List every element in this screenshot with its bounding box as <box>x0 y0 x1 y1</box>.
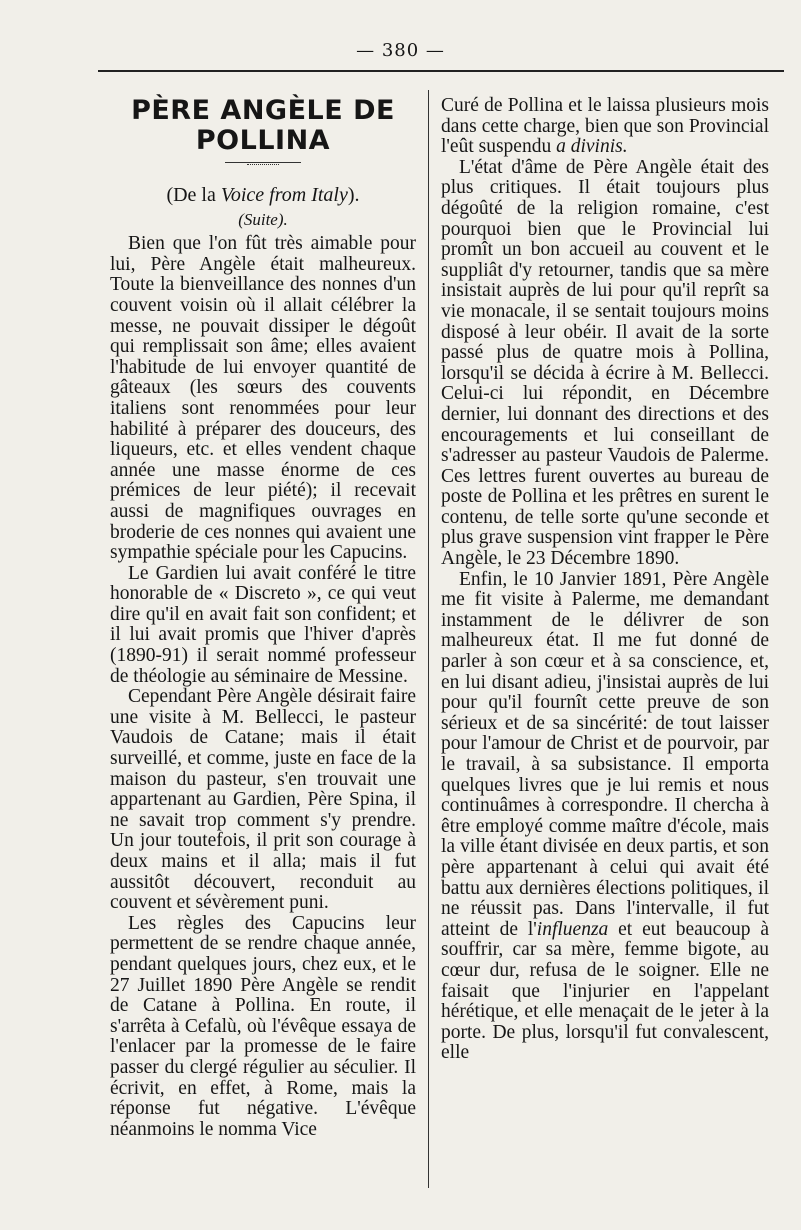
paragraph: Bien que l'on fût très aimable pour lui, Père Angèle était malheureux. Toute la bienveillance des nonnes d'un couvent voisin où il allait célébrer la messe, ne pouvait dissiper le dégoût qui remplissait son âme; elles avaient l'habitude de lui envoyer quantité de gâteaux (les sœurs des couvents italiens sont renommées pour leur habilité à préparer des douceurs, des liqueurs, etc. et elles vendent chaque année une masse énorme de ces prémices de leur piété); il recevait aussi de magnifiques ouvrages en broderie de ces nonnes qui avaient une sympathie spéciale pour les Capucins. <box>110 233 416 564</box>
paragraph-continued <box>441 96 769 158</box>
continued-text: Curé de Pollina et le laissa plusieurs mois dans cette charge, bien que son Provincial l'eût suspendu <box>441 95 769 158</box>
article-suite: (Suite). <box>238 209 288 229</box>
last-italic: influenza <box>536 918 609 940</box>
source-title: Voice from Italy <box>220 184 348 206</box>
source-suffix: ). <box>347 184 360 206</box>
page-number: — 380 — <box>356 40 445 61</box>
paragraph: L'état d'âme de Père Angèle était des plus critiques. Il était toujours plus dégoûté de la religion romaine, c'est pourquoi bien que le Provincial lui promît un bon accueil au couvent et le suppliât d'y retourner, tandis que sa mère insistait auprès de lui pour qu'il reprît sa vie monacale, il se sentait toujours moins disposé à leur obéir. Il avait de la sorte passé plus de quatre mois à Pollina, lorsqu'il se décida à écrire à M. Bellecci. Celui-ci lui répondit, en Décembre dernier, lui donnant des directions et des encouragements et lui conseillant de s'adresser au pasteur Vaudois de Palerme. Ces lettres furent ouvertes au bureau de poste de Pollina et les prêtres en surent le contenu, de telle sorte qu'une seconde et plus grave suspension vint frapper le Père Angèle, le 23 Décembre 1890. <box>441 156 769 570</box>
title-ornament <box>225 162 301 167</box>
paragraph: Cependant Père Angèle désirait faire une visite à M. Bellecci, le pasteur Vaudois de Catane; mais il était surveillé, et comme, juste en face de la maison du pasteur, s'en trouvait une appartenant au Gardien, Père Spina, il ne savait trop comment s'y prendre. Un jour toutefois, il prit son courage à deux mains et il alla; mais il fut aussitôt découvert, reconduit au couvent et sévèrement puni. <box>110 686 416 914</box>
header-rule <box>98 70 784 72</box>
paragraph-last <box>441 570 769 1064</box>
last-text-b: et eut beaucoup à souffrir, car sa mère, femme bigote, au cœur dur, refusa de le soigner. Elle ne faisait que l'injurier en l'appelant hérétique, et elle menaçait de le jeter à la porte. De plus, lorsqu'il fut convalescent, elle <box>441 918 769 1064</box>
paragraph: Le Gardien lui avait conféré le titre honorable de « Discreto », ce qui veut dire qu'il en avait fait son confident; et il lui avait promis que l'hiver d'après (1890-91) il serait nommé professeur de théologie au séminaire de Messine. <box>110 562 416 687</box>
article-title: PÈRE ANGÈLE DE POLLINA <box>131 95 395 156</box>
source-prefix: (De la <box>166 184 221 206</box>
left-column <box>110 88 416 1140</box>
article-source <box>110 185 416 206</box>
right-column <box>441 96 769 1064</box>
last-text-a: Enfin, le 10 Janvier 1891, Père Angèle me fit visite à Palerme, me demandant instamment de le délivrer de son malheureux état. Il me fut donné de parler à son cœur et à sa conscience, et, en lui disant adieu, j'insistai auprès de lui pour qu'il fournît cette preuve de son sérieux et de sa sincérité: de tout laisser pour l'amour de Christ et de pourvoir, par le travail, à sa subsistance. Il emporta quelques livres que je lui remis et nous continuâmes à correspondre. Il chercha à être employé comme maître d'école, mais la ville étant divisée en deux partis, et son père appartenant à celui qui avait été battu aux dernières élections politiques, il ne réussit pas. Dans l'intervalle, il fut atteint de l' <box>441 568 769 940</box>
column-divider <box>428 90 429 1188</box>
continued-italic: a divinis. <box>556 136 628 158</box>
paragraph: Les règles des Capucins leur permettent de se rendre chaque année, pendant quelques jours, chez eux, et le 27 Juillet 1890 Père Angèle se rendit de Catane à Pollina. En route, il s'arrêta à Cefalù, où l'évêque essaya de l'enlacer par la promesse de le faire passer du clergé régulier au séculier. Il écrivit, en effet, à Rome, mais la réponse fut négative. L'évêque néanmoins le nomma Vice <box>110 912 416 1140</box>
